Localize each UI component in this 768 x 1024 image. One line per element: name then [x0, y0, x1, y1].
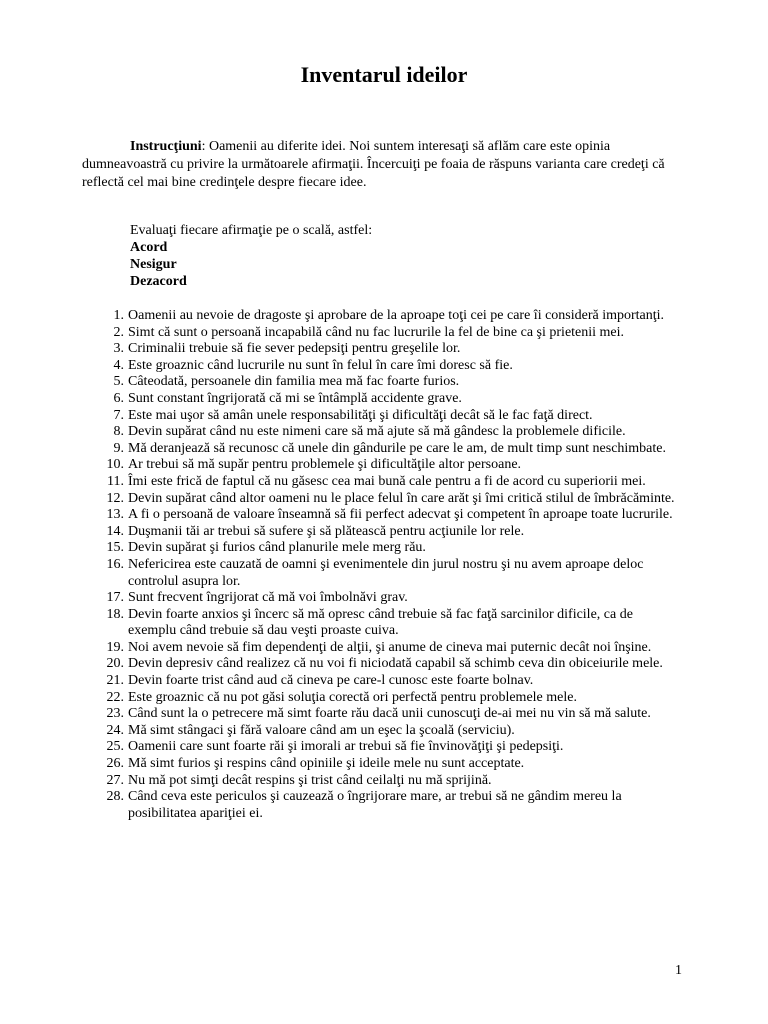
statement-item [82, 341, 682, 358]
statement-text: Este groaznic că nu pot găsi soluţia corectă ori perfectă pentru problemele mele. [128, 689, 577, 705]
statement-item [82, 773, 682, 790]
statement-number: 20. [106, 656, 124, 672]
statement-number: 27. [106, 772, 124, 788]
statement-number: 11. [107, 473, 124, 489]
statement-number: 26. [106, 756, 124, 772]
statement-list [82, 308, 682, 822]
statement-number: 17. [106, 590, 124, 606]
statement-item [82, 474, 682, 491]
statement-text: Sunt frecvent îngrijorat că mă voi îmbolnăvi grav. [128, 590, 408, 606]
statement-number: 2. [113, 324, 124, 340]
statement-text: Mă simt stângaci şi fără valoare când am un eşec la şcoală (serviciu). [128, 722, 515, 738]
scale-option-agree: Acord [130, 240, 168, 255]
instructions-paragraph [82, 138, 682, 192]
statement-number: 8. [113, 424, 124, 440]
statement-item [82, 640, 682, 657]
instructions-label: Instrucţiuni [130, 139, 202, 154]
statement-number: 12. [106, 490, 124, 506]
statement-text: Sunt constant îngrijorată că mi se întâmplă accidente grave. [128, 390, 462, 406]
rating-scale [130, 222, 372, 290]
statement-text: Noi avem nevoie să fim dependenţi de alţii, şi anume de cineva mai puternic decât noi înşine. [128, 639, 652, 655]
statement-number: 25. [106, 739, 124, 755]
statement-item [82, 723, 682, 740]
statement-item [82, 590, 682, 607]
statement-text: Criminalii trebuie să fie sever pedepsiţi pentru greşelile lor. [128, 341, 461, 357]
statement-text: Devin foarte trist când aud că cineva pe care-l cunosc este foarte bolnav. [128, 673, 534, 689]
page-title: Inventarul ideilor [300, 62, 468, 87]
statement-text: Devin depresiv când realizez că nu voi fi niciodată capabil să schimb ceva din obiceiurile mele. [128, 656, 663, 672]
statement-number: 18. [106, 606, 124, 622]
statement-item [82, 557, 682, 590]
instructions-text: : Oamenii au diferite idei. Noi suntem interesaţi să aflăm care este opinia dumneavoastră cu privire la următoarele afirmaţii. Încercuiţi pe foaia de răspuns varianta care credeţi că reflectă cel mai bine credinţele despre fiecare idee. [82, 139, 665, 190]
statement-number: 9. [113, 440, 124, 456]
statement-item [82, 491, 682, 508]
statement-item [82, 524, 682, 541]
statement-item [82, 739, 682, 756]
statement-text: Este groaznic când lucrurile nu sunt în felul în care îmi doresc să fie. [128, 357, 513, 373]
statement-number: 14. [106, 523, 124, 539]
statement-text: Mă simt furios şi respins când opiniile şi ideile mele nu sunt acceptate. [128, 756, 525, 772]
statement-item [82, 656, 682, 673]
statement-text: Devin supărat şi furios când planurile mele merg rău. [128, 540, 426, 556]
statement-number: 1. [113, 308, 124, 323]
statement-text: Este mai uşor să amân unele responsabilităţi şi dificultăţi decât să le fac faţă direct. [128, 407, 593, 423]
statement-text: Oamenii au nevoie de dragoste şi aprobare de la aproape toţi cei pe care îi consideră importanţi. [128, 308, 665, 323]
statement-item [82, 673, 682, 690]
statement-number: 13. [106, 507, 124, 523]
statement-number: 24. [106, 722, 124, 738]
statement-number: 16. [106, 556, 124, 572]
statement-text: Oamenii care sunt foarte răi şi imorali ar trebui să fie învinovăţiţi şi pedepsiţi. [128, 739, 564, 755]
statement-item [82, 540, 682, 557]
scale-option-unsure: Nesigur [130, 257, 177, 272]
statement-number: 19. [106, 639, 124, 655]
statement-number: 22. [106, 689, 124, 705]
statement-item [82, 391, 682, 408]
statement-text: Devin foarte anxios şi încerc să mă opresc când trebuie să fac faţă sarcinilor dificile, ca de exemplu când trebuie să dau veşti proaste cuiva. [128, 606, 633, 639]
statement-number: 15. [106, 540, 124, 556]
statement-text: Câteodată, persoanele din familia mea mă fac foarte furios. [128, 374, 460, 390]
statement-item [82, 457, 682, 474]
page-number: 1 [675, 963, 682, 978]
statement-number: 4. [113, 357, 124, 373]
statement-text: Simt că sunt o persoană incapabilă când nu fac lucrurile la fel de bine ca şi prietenii mei. [128, 324, 625, 340]
statement-number: 7. [113, 407, 124, 423]
statement-item [82, 706, 682, 723]
statement-item [82, 441, 682, 458]
scale-prompt: Evaluaţi fiecare afirmaţie pe o scală, astfel: [130, 223, 373, 238]
statement-text: Nefericirea este cauzată de oamni şi evenimentele din jurul nostru şi nu avem aproape deloc controlul asupra lor. [128, 556, 644, 589]
statement-text: Când sunt la o petrecere mă simt foarte rău dacă unii cunoscuţi de-ai mei nu vin să mă salute. [128, 706, 651, 722]
statement-text: A fi o persoană de valoare înseamnă să fii perfect adecvat şi competent în aproape toate lucrurile. [128, 507, 673, 523]
statement-item [82, 789, 682, 822]
statement-item [82, 325, 682, 342]
statement-text: Devin supărat când nu este nimeni care să mă ajute să mă gândesc la problemele dificile. [128, 424, 626, 440]
statement-text: Duşmanii tăi ar trebui să sufere şi să plătească pentru acţiunile lor rele. [128, 523, 525, 539]
statement-number: 3. [113, 341, 124, 357]
statement-text: Devin supărat când altor oameni nu le place felul în care arăt şi îmi critică stilul de îmbrăcăminte. [128, 490, 675, 506]
statement-item [82, 507, 682, 524]
statement-item [82, 308, 682, 325]
statement-text: Îmi este frică de faptul că nu găsesc cea mai bună cale pentru a fi de acord cu superiorii mei. [128, 473, 646, 489]
statement-text: Mă deranjează să recunosc că unele din gândurile pe care le am, de mult timp sunt neschimbate. [128, 440, 667, 456]
statement-number: 10. [106, 457, 124, 473]
scale-option-disagree: Dezacord [130, 274, 187, 289]
statement-text: Când ceva este periculos şi cauzează o îngrijorare mare, ar trebui să ne gândim mereu la posibilitatea apariţiei ei. [128, 789, 622, 821]
statement-item [82, 374, 682, 391]
statement-item [82, 358, 682, 375]
statement-number: 5. [113, 374, 124, 390]
statement-item [82, 408, 682, 425]
statement-number: 21. [106, 673, 124, 689]
statement-item [82, 756, 682, 773]
statement-item [82, 424, 682, 441]
statement-text: Ar trebui să mă supăr pentru problemele şi dificultăţile altor persoane. [128, 457, 522, 473]
statement-item [82, 607, 682, 640]
statement-item [82, 690, 682, 707]
statement-number: 28. [106, 789, 124, 805]
statement-number: 23. [106, 706, 124, 722]
statement-number: 6. [113, 390, 124, 406]
statement-text: Nu mă pot simţi decât respins şi trist când ceilalţi nu mă sprijină. [128, 772, 492, 788]
